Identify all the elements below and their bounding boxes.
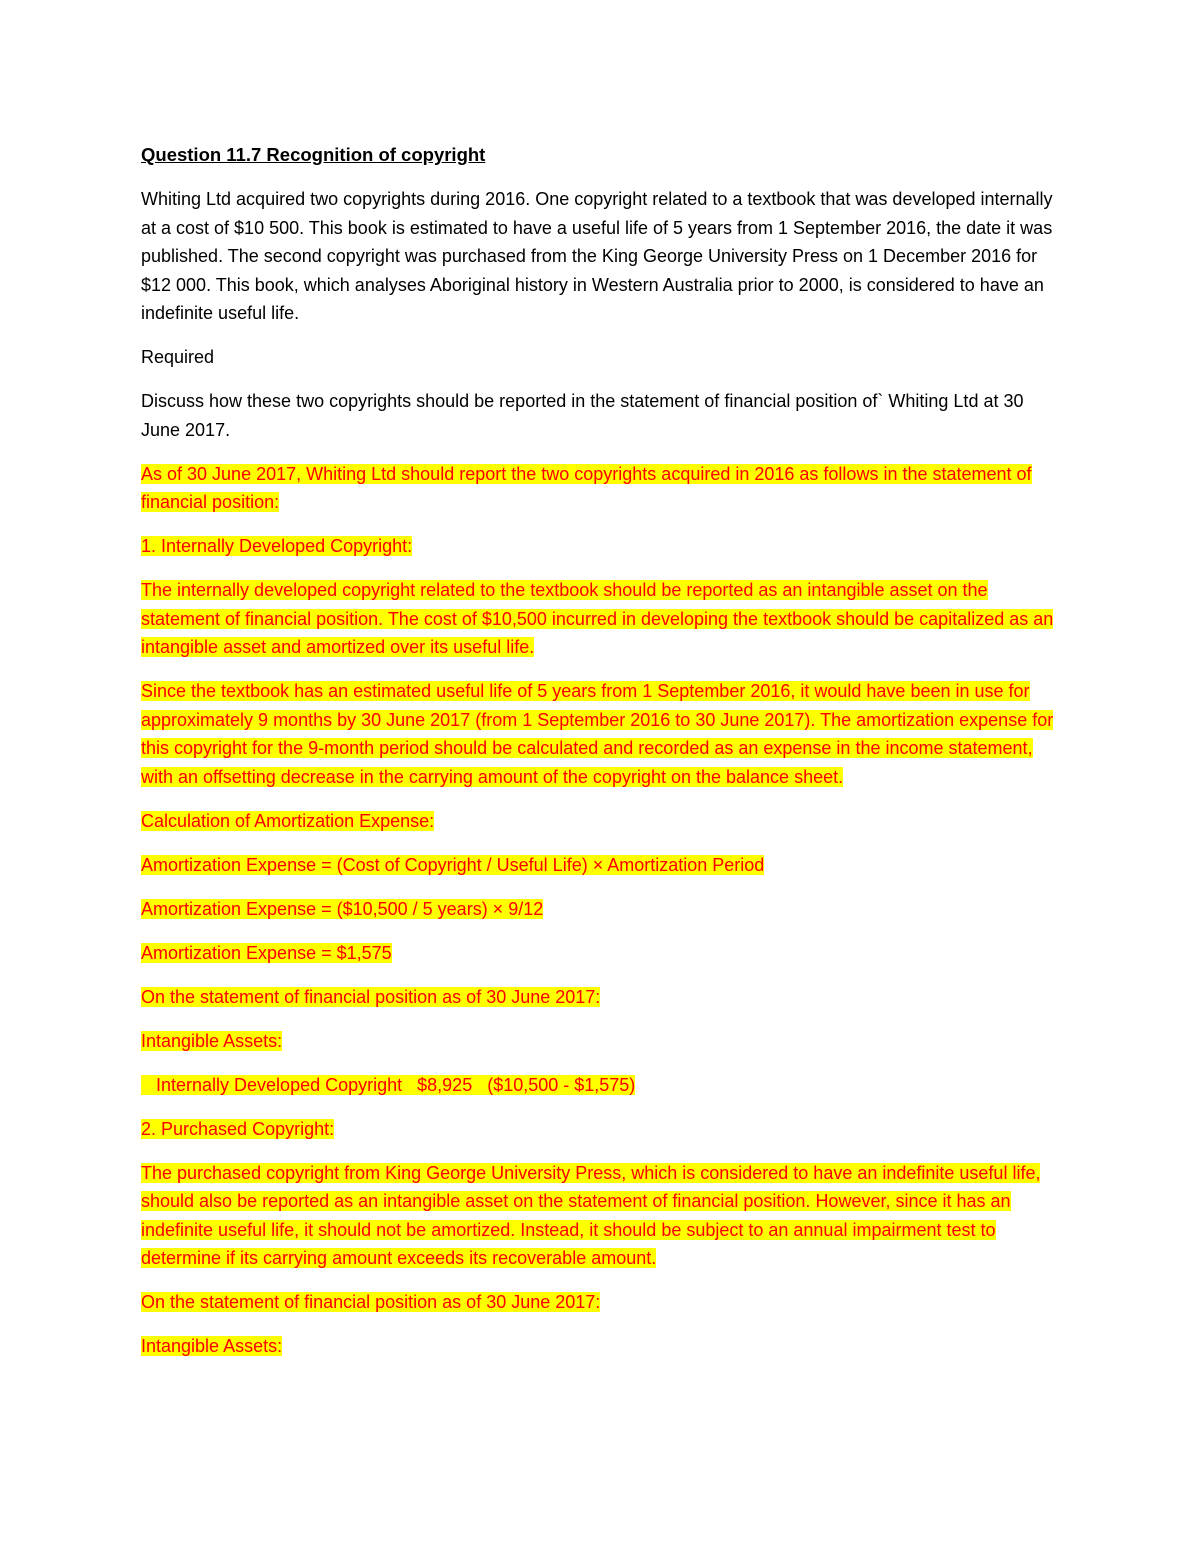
section2-heading-text: 2. Purchased Copyright: (141, 1118, 335, 1139)
required-text: Discuss how these two copyrights should be reported in the statement of financial position of` Whiting Ltd at 30 June 2017. (141, 391, 1024, 440)
answer-intro (141, 460, 1066, 517)
intangible-assets-label-1-text: Intangible Assets: (141, 1030, 283, 1051)
calculation-heading (141, 807, 1066, 836)
calculation-line-2-text: Amortization Expense = ($10,500 / 5 years) × 9/12 (141, 898, 544, 919)
intangible-assets-label-2-text: Intangible Assets: (141, 1336, 283, 1356)
calculation-line-1-text: Amortization Expense = (Cost of Copyright / Useful Life) × Amortization Period (141, 854, 765, 875)
calculation-heading-text: Calculation of Amortization Expense: (141, 810, 435, 831)
section1-paragraph-2 (141, 677, 1066, 791)
section2-paragraph-1 (141, 1159, 1066, 1273)
intangible-assets-line-1-text: Internally Developed Copyright $8,925 ($10,500 - $1,575) (141, 1074, 636, 1095)
intangible-assets-label-1 (141, 1027, 1066, 1056)
sfp-heading-2 (141, 1288, 1066, 1317)
section1-paragraph-1 (141, 576, 1066, 662)
calculation-line-3 (141, 939, 1066, 968)
section1-heading-text: 1. Internally Developed Copyright: (141, 536, 413, 556)
sfp-heading-1-text: On the statement of financial position as of 30 June 2017: (141, 986, 601, 1007)
intangible-assets-label-2 (141, 1332, 1066, 1361)
question-title-text: Question 11.7 Recognition of copyright (141, 144, 486, 165)
question-title (141, 141, 1066, 170)
sfp-heading-1 (141, 983, 1066, 1012)
calculation-line-3-text: Amortization Expense = $1,575 (141, 942, 392, 963)
calculation-line-2 (141, 895, 1066, 924)
section2-heading (141, 1115, 1066, 1144)
sfp-heading-2-text: On the statement of financial position as of 30 June 2017: (141, 1292, 601, 1312)
document-content (141, 141, 1066, 1376)
section1-paragraph-2-text: Since the textbook has an estimated useful life of 5 years from 1 September 2016, it would have been in use for approximately 9 months by 30 June 2017 (from 1 September 2016 to 30 June 2017). The amortization expense for this copyright for the 9-month period should be calculated and recorded as an expense in the income statement, with an offsetting decrease in the carrying amount of the copyright on the balance sheet. (141, 681, 1054, 787)
required-label: Required (141, 347, 215, 367)
intangible-assets-line-1 (141, 1071, 1066, 1100)
question-paragraph: Whiting Ltd acquired two copyrights during 2016. One copyright related to a textbook that was developed internally at a cost of $10 500. This book is estimated to have a useful life of 5 years from 1 September 2016, the date it was published. The second copyright was purchased from the King George University Press on 1 December 2016 for $12 000. This book, which analyses Aboriginal history in Western Australia prior to 2000, is considered to have an indefinite useful life. (141, 189, 1053, 323)
section1-paragraph-1-text: The internally developed copyright related to the textbook should be reported as an intangible asset on the statement of financial position. The cost of $10,500 incurred in developing the textbook should be capitalized as an intangible asset and amortized over its useful life. (141, 580, 1054, 657)
section1-heading (141, 532, 1066, 561)
section2-paragraph-1-text: The purchased copyright from King George University Press, which is considered to have an indefinite useful life, should also be reported as an intangible asset on the statement of financial position. However, since it has an indefinite useful life, it should not be amortized. Instead, it should be subject to an annual impairment test to determine if its carrying amount exceeds its recoverable amount. (141, 1162, 1041, 1268)
calculation-line-1 (141, 851, 1066, 880)
answer-intro-text: As of 30 June 2017, Whiting Ltd should report the two copyrights acquired in 2016 as follows in the statement of financial position: (141, 463, 1032, 512)
